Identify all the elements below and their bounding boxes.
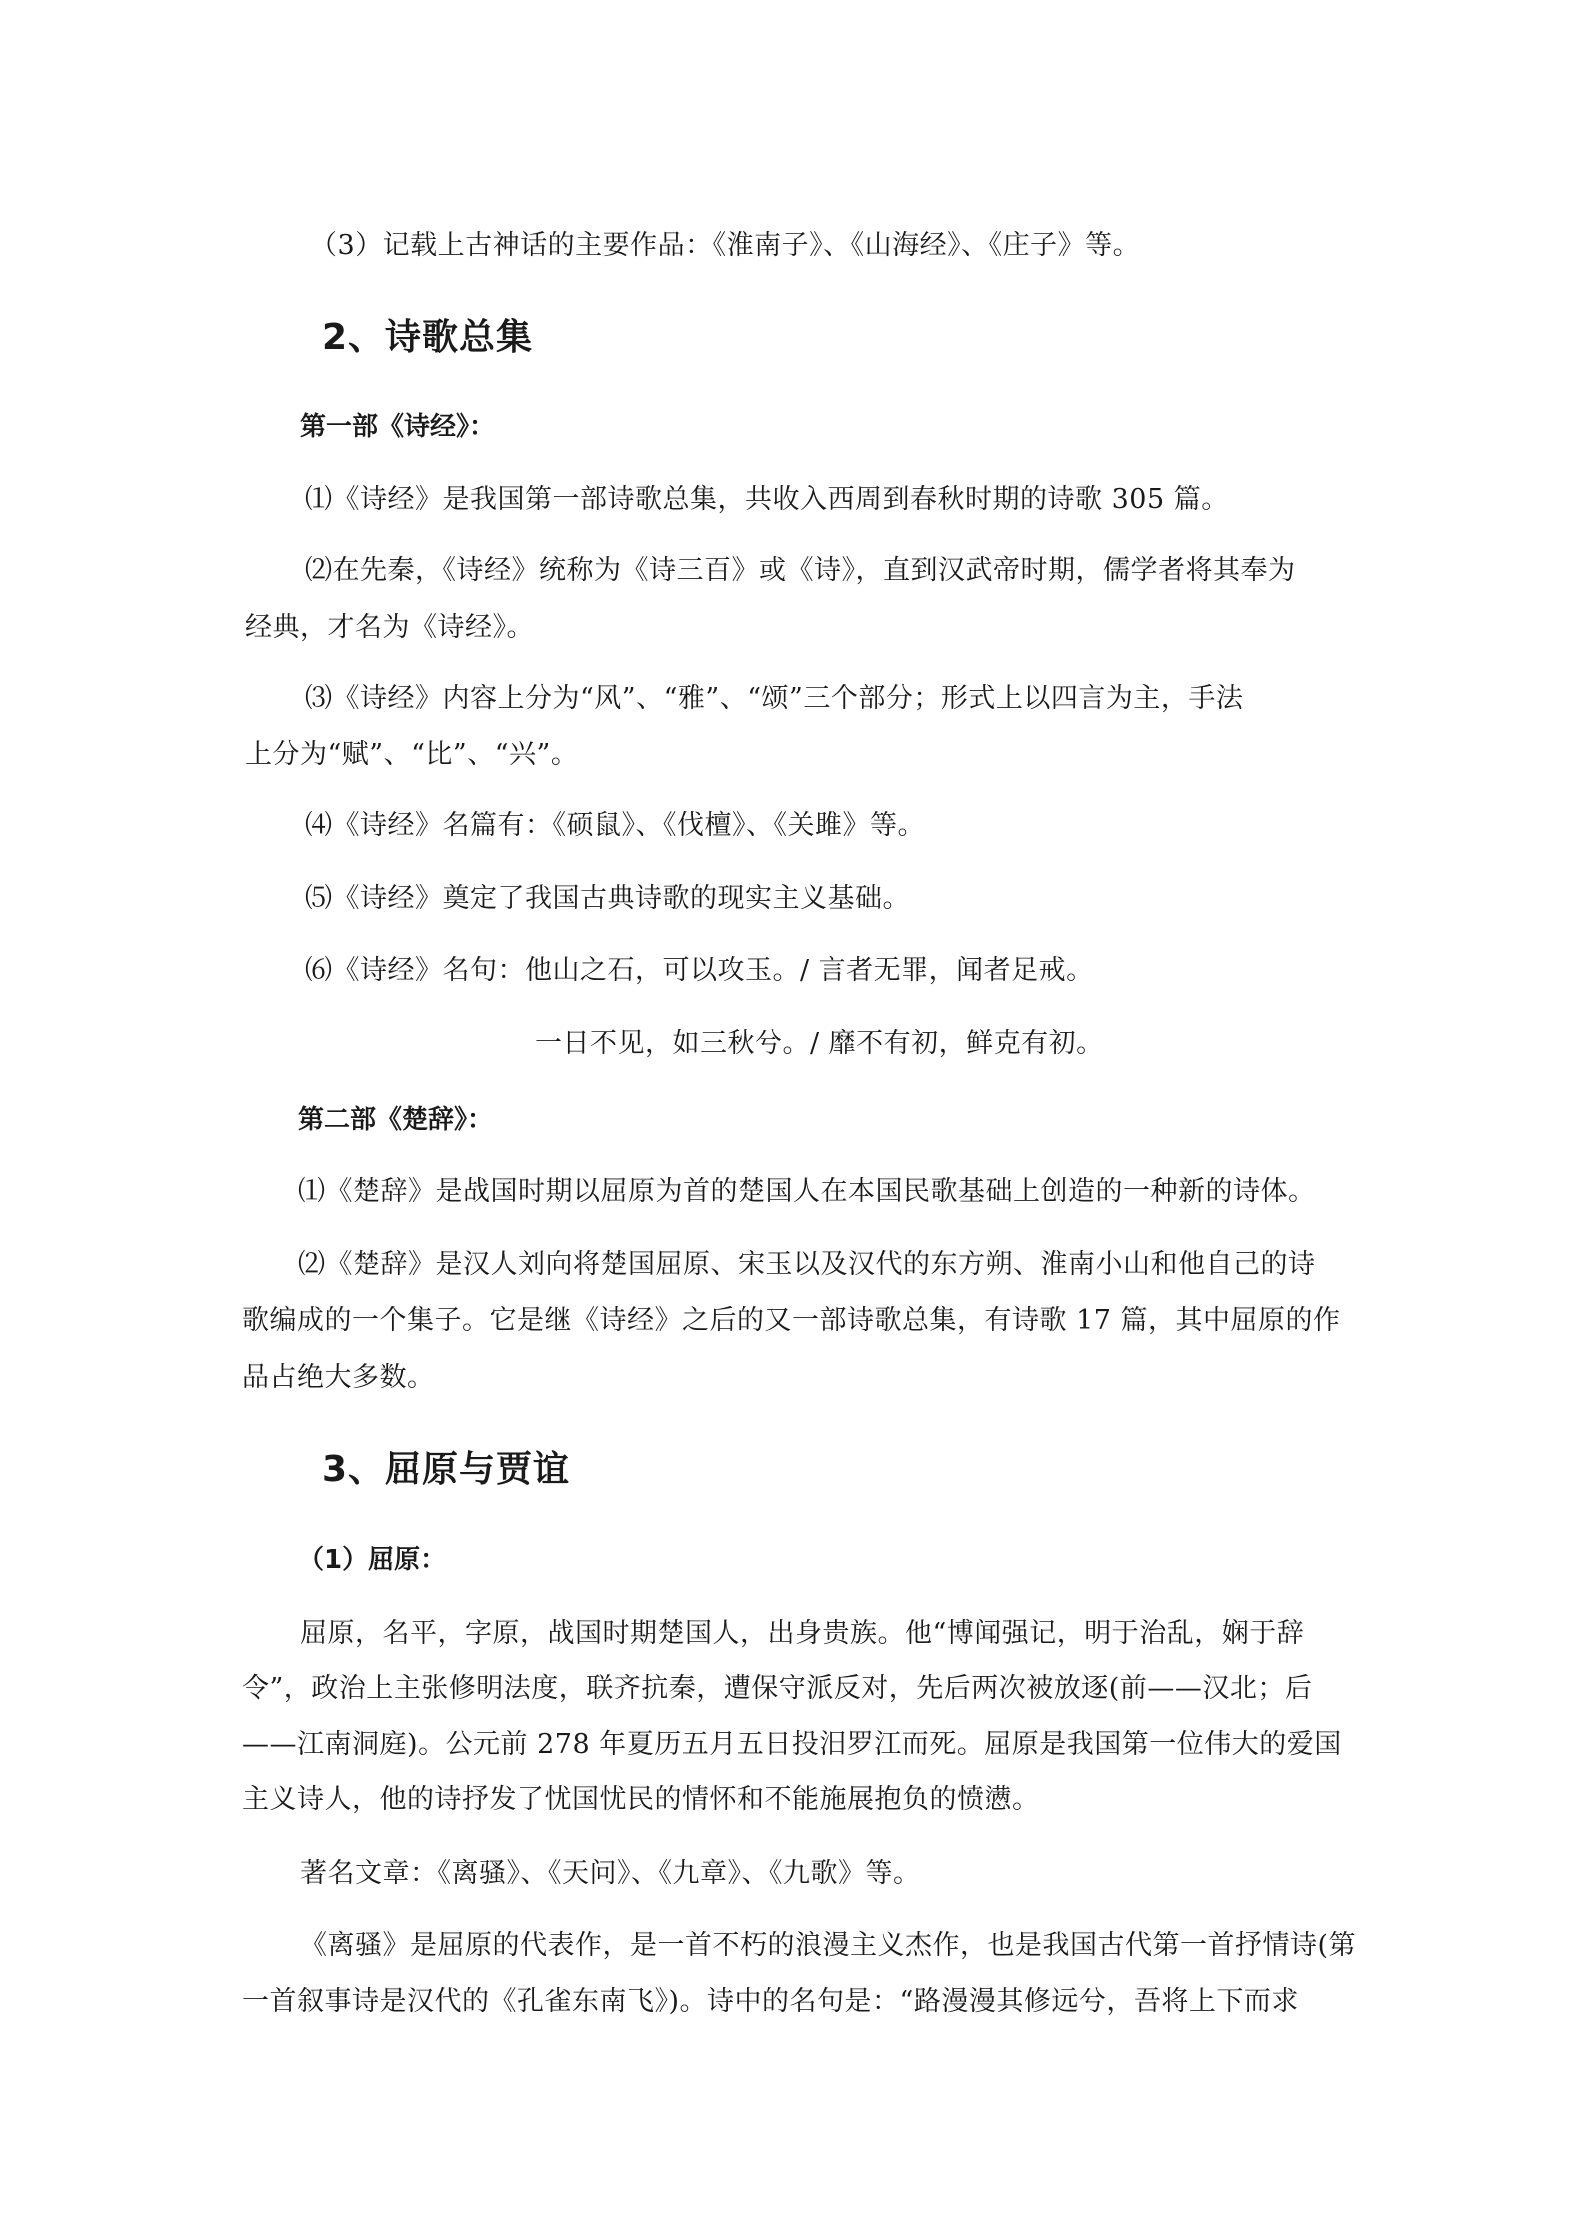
shijing-point-2-line-1: ⑵在先秦，《诗经》统称为《诗三百》或《诗》，直到汉武帝时期，儒学者将其奉为 (305, 555, 1296, 586)
lisao-line-1: 《离骚》是屈原的代表作，是一首不朽的浪漫主义杰作，也是我国古代第一首抒情诗(第 (300, 1930, 1357, 1961)
quyuan-bio-line-4: 主义诗人，他的诗抒发了忧国忧民的情怀和不能施展抱负的愤懑。 (242, 1784, 1040, 1815)
shijing-point-2-line-2: 经典，才名为《诗经》。 (245, 612, 534, 643)
chuci-point-2-line-3: 品占绝大多数。 (242, 1362, 435, 1393)
shijing-point-4: ⑷《诗经》名篇有：《硕鼠》、《伐檀》、《关雎》等。 (305, 810, 925, 841)
shijing-point-5: ⑸《诗经》奠定了我国古典诗歌的现实主义基础。 (305, 883, 910, 914)
myth-works-item: （3）记载上古神话的主要作品：《淮南子》、《山海经》、《庄子》等。 (310, 230, 1141, 261)
chuci-title: 第二部《楚辞》： (298, 1105, 494, 1135)
quyuan-works: 著名文章：《离骚》、《天问》、《九章》、《九歌》等。 (300, 1858, 921, 1889)
shijing-point-3-line-2: 上分为“赋”、“比”、“兴”。 (245, 739, 579, 770)
shijing-point-6-line-2: 一日不见，如三秋兮。/ 靡不有初，鲜克有初。 (535, 1028, 1104, 1059)
quyuan-bio-line-2: 令”，政治上主张修明法度，联齐抗秦，遭保守派反对，先后两次被放逐(前——汉北；后 (242, 1673, 1313, 1704)
shijing-point-6-line-1: ⑹《诗经》名句：他山之石，可以攻玉。/ 言者无罪，闻者足戒。 (305, 955, 1094, 986)
quyuan-bio-line-3: ——江南洞庭)。公元前 278 年夏历五月五日投汨罗江而死。屈原是我国第一位伟大的爱国 (242, 1729, 1342, 1760)
shijing-point-3-line-1: ⑶《诗经》内容上分为“风”、“雅”、“颂”三个部分；形式上以四言为主，手法 (305, 683, 1244, 714)
quyuan-bio-line-1: 屈原，名平，字原，战国时期楚国人，出身贵族。他“博闻强记，明于治乱，娴于辞 (300, 1618, 1305, 1649)
shijing-title: 第一部《诗经》： (300, 412, 496, 442)
chuci-point-2-line-1: ⑵《楚辞》是汉人刘向将楚国屈原、宋玉以及汉代的东方朔、淮南小山和他自己的诗 (298, 1249, 1316, 1280)
section-heading-poetry-collections: 2、诗歌总集 (322, 317, 534, 358)
section-heading-quyuan-jiayi: 3、屈原与贾谊 (322, 1449, 571, 1490)
quyuan-subheading: （1）屈原： (298, 1545, 447, 1575)
lisao-line-2: 一首叙事诗是汉代的《孔雀东南飞》)。诗中的名句是：“路漫漫其修远兮，吾将上下而求 (242, 1986, 1299, 2017)
chuci-point-1: ⑴《楚辞》是战国时期以屈原为首的楚国人在本国民歌基础上创造的一种新的诗体。 (298, 1176, 1316, 1207)
shijing-point-1: ⑴《诗经》是我国第一部诗歌总集，共收入西周到春秋时期的诗歌 305 篇。 (305, 484, 1229, 515)
chuci-point-2-line-2: 歌编成的一个集子。它是继《诗经》之后的又一部诗歌总集，有诗歌 17 篇，其中屈原的作 (242, 1305, 1341, 1336)
